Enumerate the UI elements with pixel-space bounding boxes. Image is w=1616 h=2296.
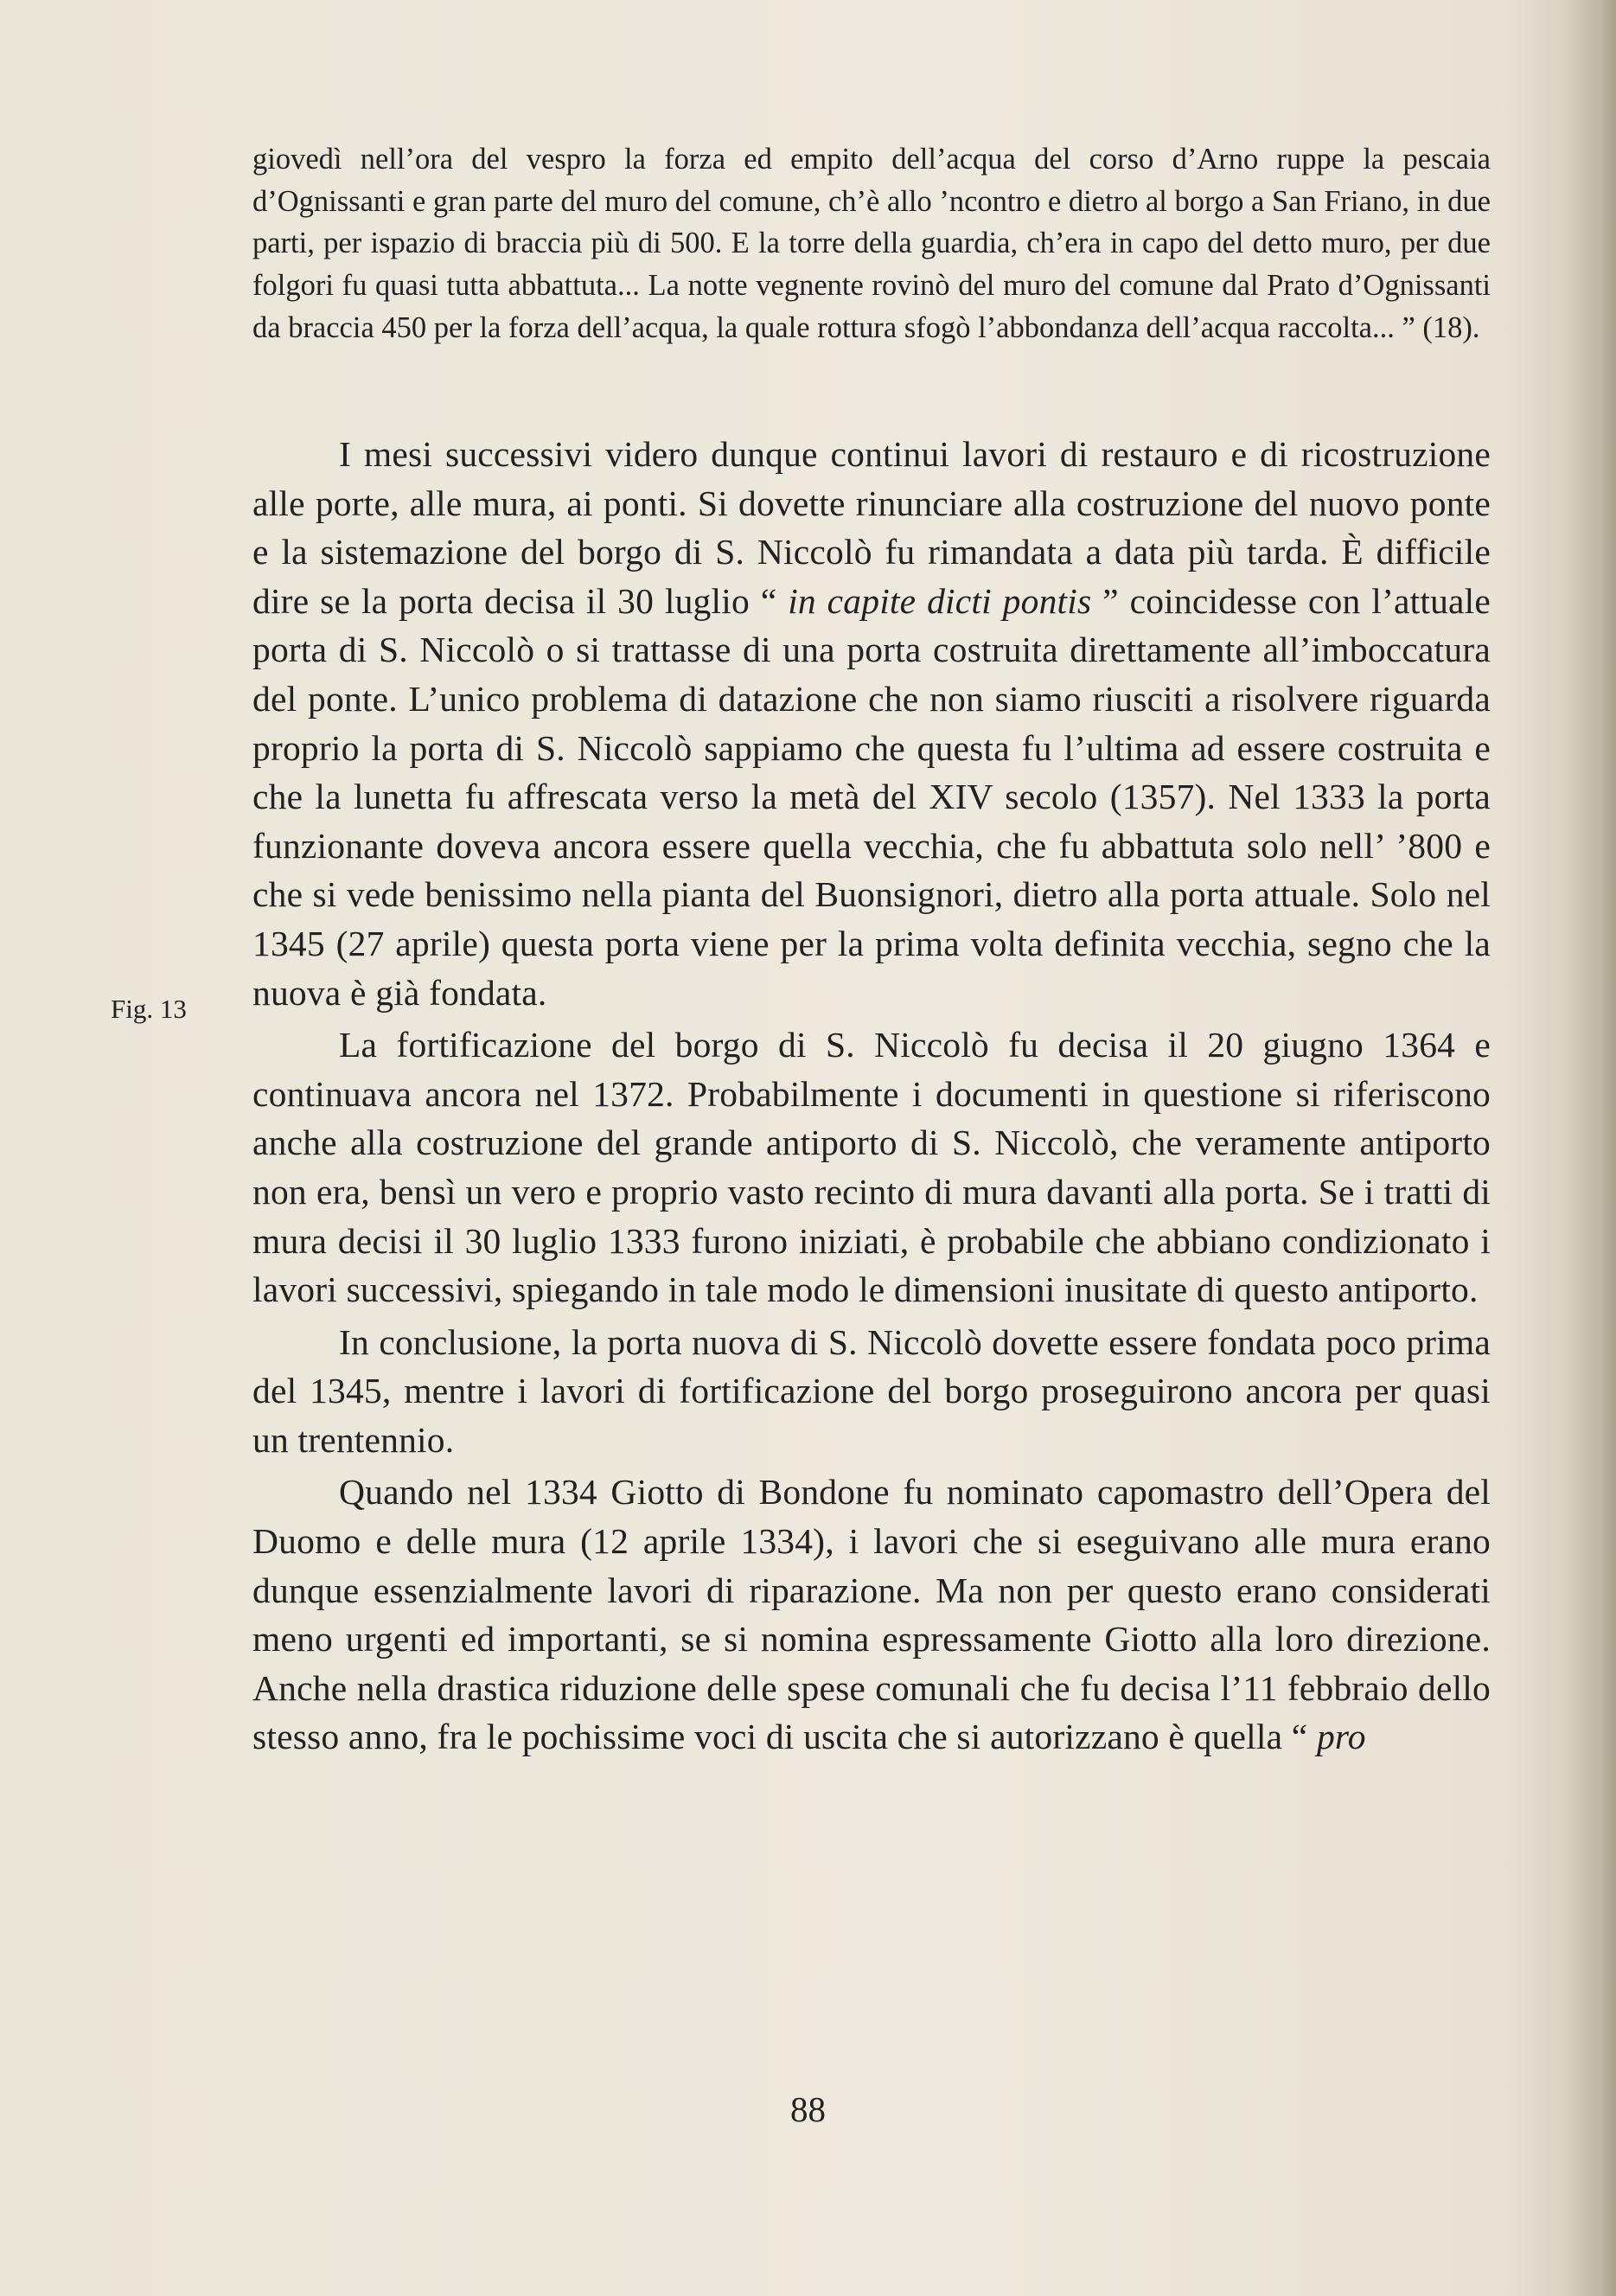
block-quote [252,138,1491,349]
paragraph-1-italic: in capite dicti pontis [788,580,1092,621]
paragraph-4 [252,1468,1491,1762]
figure-reference: Fig. 13 [111,994,187,1024]
paragraph-1-part-2: ” coincidesse con l’attuale porta di S. Niccolò o si trattasse di una porta costruita direttamente all’imboccatura del ponte. L’unico problema di datazione che non siamo riusciti a risolvere riguarda proprio la porta di S. Niccolò sappiamo che questa fu l’ultima ad essere costruita e che la lunetta fu affrescata verso la metà del XIV secolo (1357). Nel 1333 la porta funzionante doveva ancora essere quella vecchia, che fu abbattuta solo nell’ ’800 e che si vede benissimo nella pianta del Buonsignori, dietro alla porta attuale. Solo nel 1345 (27 aprile) questa porta viene per la prima volta definita vecchia, segno che la nuova è già fondata. [252,580,1491,1013]
quote-text: giovedì nell’ora del vespro la forza ed empito dell’acqua del corso d’Arno ruppe la pescaia d’Ognissanti e gran parte del muro del comune, ch’è allo ’ncontro e dietro al borgo a San Friano, in due parti, per ispazio di braccia più di 500. E la torre della guardia, ch’era in capo del detto muro, per due folgori fu quasi tutta abbattuta... La notte vegnente rovinò del muro del comune dal Prato d’Ognissanti da braccia 450 per la forza dell’acqua, la quale rottura sfogò l’abbondanza dell’acqua raccolta... ” (18). [252,143,1491,344]
paragraph-2: La fortificazione del borgo di S. Niccolò fu decisa il 20 giugno 1364 e continuava ancora nel 1372. Probabilmente i documenti in questione si riferiscono anche alla costruzione del grande antiporto di S. Niccolò, che veramente antiporto non era, bensì un vero e proprio vasto recinto di mura davanti alla porta. Se i tratti di mura decisi il 30 luglio 1333 furono iniziati, è probabile che abbiano condizionato i lavori successivi, spiegando in tale modo le dimensioni inusitate di questo antiporto. [252,1025,1491,1310]
paragraph-3: In conclusione, la porta nuova di S. Niccolò dovette essere fondata poco prima del 1345, mentre i lavori di fortificazione del borgo proseguirono ancora per quasi un trentennio. [252,1321,1491,1460]
page-edge-shadow [1564,0,1616,2296]
body-text [252,430,1491,1762]
paragraph-1 [252,430,1491,1017]
paragraph-4-italic: pro [1316,1717,1366,1757]
paragraph-1-part-1: I mesi successivi videro dunque continui lavori di restauro e di ricostruzione alle porte, alle mura, ai ponti. Si dovette rinunciare alla costruzione del nuovo ponte e la sistemazione del borgo di S. Niccolò fu rimandata a data più tarda. È difficile dire se la porta decisa il 30 luglio “ [252,434,1491,621]
paragraph-4-part-1: Quando nel 1334 Giotto di Bondone fu nominato capomastro dell’Opera del Duomo e delle mura (12 aprile 1334), i lavori che si eseguivano alle mura erano dunque essenzialmente lavori di riparazione. Ma non per questo erano considerati meno urgenti ed importanti, se si nomina espressamente Giotto alla loro direzione. Anche nella drastica riduzione delle spese comunali che fu decisa l’11 febbraio dello stesso anno, fra le pochissime voci di uscita che si autorizzano è quella “ [252,1472,1491,1757]
page-number: 88 [790,2089,826,2129]
